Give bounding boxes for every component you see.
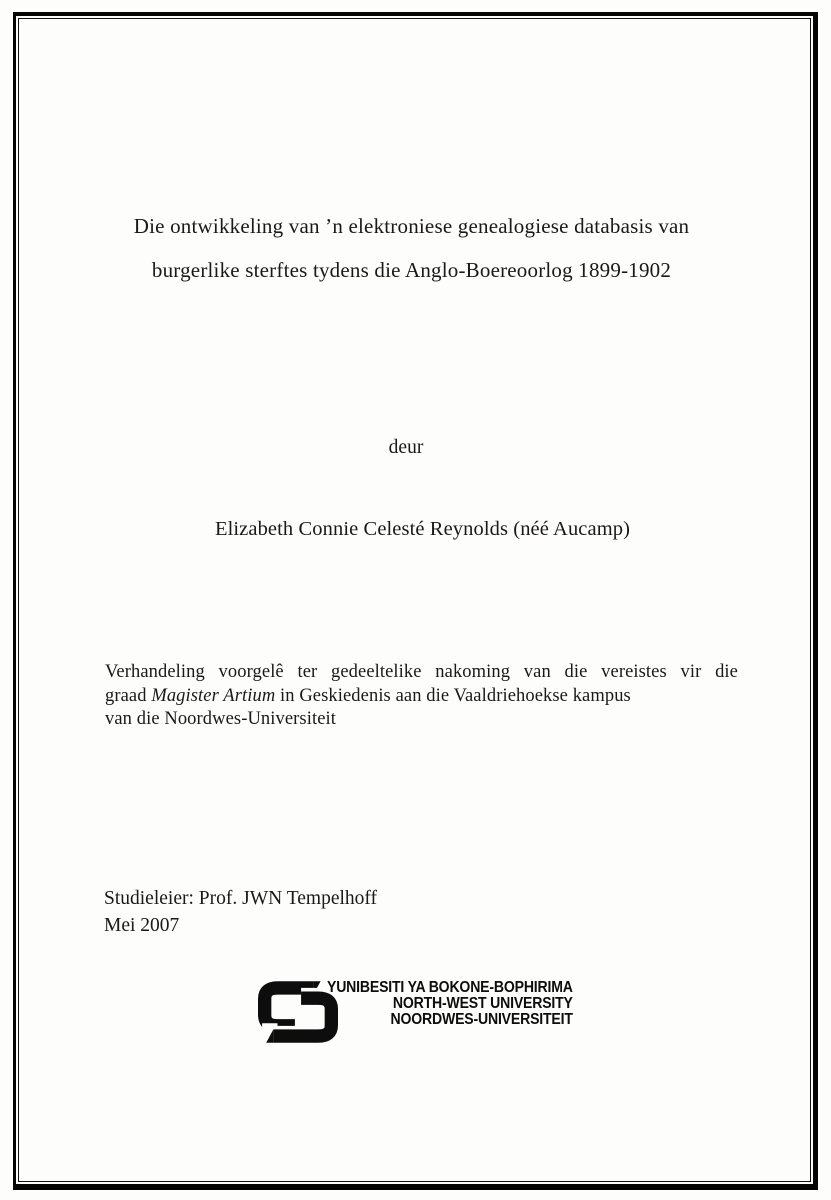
statement-line-1: Verhandeling voorgelê ter gedeeltelike nakoming van die vereistes vir die xyxy=(105,662,738,682)
title-line-1: Die ontwikkeling van ’n elektroniese genealogiese databasis van xyxy=(133,214,690,238)
supervisor-block xyxy=(104,886,377,939)
logo-line-setswana: YUNIBESITI YA BOKONE-BOPHIRIMA xyxy=(327,979,573,996)
statement-line-3: van die Noordwes-Universiteit xyxy=(105,709,337,729)
page-title xyxy=(70,204,753,292)
university-logo xyxy=(258,977,608,1049)
date-line: Mei 2007 xyxy=(104,914,180,936)
logo-line-english: NORTH-WEST UNIVERSITY xyxy=(392,995,573,1012)
statement-line-2 xyxy=(105,685,738,709)
statement-line-2-pre: graad xyxy=(105,685,152,706)
byline: deur xyxy=(388,437,424,458)
logo-line-afrikaans: NOORDWES-UNIVERSITEIT xyxy=(390,1011,573,1028)
logo-wordmark xyxy=(317,980,573,1028)
thesis-statement xyxy=(105,661,738,732)
title-line-2: burgerlike sterftes tydens die Anglo-Boereoorlog 1899-1902 xyxy=(151,258,672,282)
statement-line-2-post: in Geskiedenis aan die Vaaldriehoekse kampus xyxy=(275,685,631,706)
supervisor-line: Studieleier: Prof. JWN Tempelhoff xyxy=(104,888,378,909)
author-name: Elizabeth Connie Celesté Reynolds (néé Aucamp) xyxy=(214,518,631,540)
degree-name: Magister Artium xyxy=(151,685,276,706)
